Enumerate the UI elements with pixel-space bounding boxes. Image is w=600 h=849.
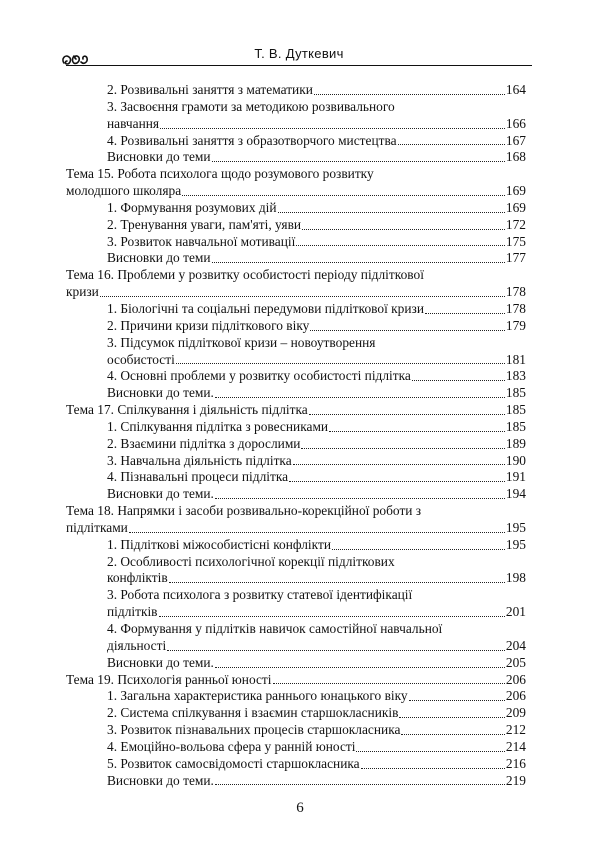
toc-page-number: 212	[505, 722, 526, 738]
dot-leader	[289, 481, 505, 482]
dot-leader	[159, 616, 505, 617]
toc-entry-line	[107, 200, 526, 217]
dot-leader	[212, 262, 505, 263]
toc-item	[107, 99, 526, 133]
toc-entry-text: 4. Розвивальні заняття з образотворчого мистецтва	[107, 132, 397, 148]
toc-page-number: 169	[505, 199, 526, 215]
toc-entry-text: особистості	[107, 351, 175, 367]
toc-entry-line	[107, 453, 526, 470]
toc-entry-line	[66, 402, 526, 419]
toc-entry-line	[107, 469, 526, 486]
dot-leader	[361, 768, 505, 769]
toc-page-number: 190	[505, 452, 526, 468]
toc-entry-line	[107, 385, 526, 402]
toc-item	[107, 301, 526, 318]
dot-leader	[215, 397, 505, 398]
toc-page-number: 216	[505, 755, 526, 771]
toc-entry-text: 4. Формування у підлітків навичок самостійної навчальної	[107, 621, 443, 636]
table-of-contents	[66, 82, 526, 789]
toc-page-number: 191	[505, 469, 526, 485]
toc-entry-line	[107, 301, 526, 318]
toc-entry-text: 2. Тренування уваги, пам'яті, уяви	[107, 216, 302, 232]
toc-page-number: 167	[505, 132, 526, 148]
toc-entry-text: кризи	[66, 284, 99, 300]
toc-page-number: 206	[505, 671, 526, 687]
toc-entry-text: 2. Особливості психологічної корекції підліткових	[107, 553, 395, 569]
dot-leader	[310, 330, 505, 331]
dot-leader	[182, 195, 505, 196]
dot-leader	[425, 313, 505, 314]
toc-page-number: 219	[505, 772, 526, 788]
toc-item	[107, 368, 526, 385]
toc-entry-text: 2. Система спілкування і взаємин старшокласників	[107, 705, 399, 721]
toc-entry-text: 4. Основні проблеми у розвитку особистості підлітка	[107, 368, 411, 384]
toc-item	[107, 587, 526, 621]
toc-item	[107, 655, 526, 672]
toc-entry-line	[107, 756, 526, 773]
toc-entry-line	[107, 570, 526, 587]
toc-page-number: 178	[505, 300, 526, 316]
toc-chapter	[66, 402, 526, 419]
toc-entry-line	[107, 149, 526, 166]
dot-leader	[409, 700, 505, 701]
toc-item	[107, 621, 526, 655]
dot-leader	[167, 650, 505, 651]
toc-page-number: 189	[505, 435, 526, 451]
toc-entry-text: Висновки до теми.	[107, 772, 214, 788]
dot-leader	[399, 717, 504, 718]
toc-entry-text: 1. Спілкування підлітка з ровесниками	[107, 418, 329, 434]
toc-entry-text: Тема 18. Напрямки і засоби розвивально-корекційної роботи з	[66, 503, 422, 519]
dot-leader	[332, 549, 505, 550]
toc-entry-line	[107, 655, 526, 672]
dot-leader	[356, 751, 504, 752]
toc-item	[107, 469, 526, 486]
header-rule	[66, 65, 532, 66]
dot-leader	[293, 464, 505, 465]
toc-entry-line	[66, 284, 526, 301]
toc-entry-text: підлітків	[107, 604, 158, 620]
toc-item	[107, 554, 526, 588]
dot-leader	[412, 380, 505, 381]
toc-entry-text: Тема 17. Спілкування і діяльність підлітка	[66, 402, 308, 418]
toc-entry-text: Тема 15. Робота психолога щодо розумового розвитку	[66, 166, 374, 182]
toc-entry-text: 1. Загальна характеристика раннього юнацького віку	[107, 688, 408, 704]
toc-entry-text: Тема 19. Психологія ранньої юності	[66, 671, 272, 687]
toc-entry-line	[107, 318, 526, 335]
toc-item	[107, 335, 526, 369]
toc-chapter	[66, 672, 526, 689]
toc-entry-text: 3. Розвиток пізнавальних процесів старшокласника	[107, 722, 401, 738]
dot-leader	[296, 245, 505, 246]
toc-item	[107, 419, 526, 436]
toc-entry-line	[66, 672, 526, 689]
toc-entry-line	[107, 486, 526, 503]
toc-page-number: 175	[505, 233, 526, 249]
dot-leader	[314, 94, 505, 95]
toc-entry-text: 1. Формування розумових дій	[107, 199, 277, 215]
toc-item	[107, 250, 526, 267]
toc-entry-line	[107, 250, 526, 267]
dot-leader	[169, 582, 505, 583]
toc-entry-text: конфліктів	[107, 570, 168, 586]
toc-entry-text: підлітками	[66, 519, 128, 535]
toc-item	[107, 453, 526, 470]
toc-item	[107, 756, 526, 773]
toc-item	[107, 705, 526, 722]
toc-entry-text: 2. Розвивальні заняття з математики	[107, 82, 313, 97]
toc-entry-line	[107, 419, 526, 436]
toc-page-number: 185	[505, 385, 526, 401]
toc-entry-line	[107, 722, 526, 739]
toc-page-number: 209	[505, 705, 526, 721]
toc-page-number: 185	[505, 402, 526, 418]
toc-page-number: 185	[505, 418, 526, 434]
toc-entry-line	[107, 217, 526, 234]
dot-leader	[278, 212, 505, 213]
toc-entry-line	[107, 638, 526, 655]
dot-leader	[215, 667, 505, 668]
toc-entry-line	[107, 234, 526, 251]
toc-page-number: 183	[505, 368, 526, 384]
dot-leader	[309, 414, 505, 415]
toc-item	[107, 722, 526, 739]
toc-entry-line	[107, 773, 526, 790]
dot-leader	[160, 128, 505, 129]
dot-leader	[129, 532, 505, 533]
toc-item	[107, 537, 526, 554]
toc-page-number: 169	[505, 183, 526, 199]
dot-leader	[212, 161, 505, 162]
dot-leader	[176, 363, 505, 364]
toc-entry-line	[66, 183, 526, 200]
toc-entry-text: 3. Робота психолога з розвитку статевої ідентифікації	[107, 587, 413, 603]
toc-page-number: 181	[505, 351, 526, 367]
toc-item	[107, 739, 526, 756]
toc-entry-text: Тема 16. Проблеми у розвитку особистості періоду підліткової	[66, 267, 424, 283]
toc-item	[107, 200, 526, 217]
toc-entry-text: Висновки до теми.	[107, 654, 214, 670]
toc-entry-text: молодшого школяра	[66, 183, 182, 199]
toc-chapter	[66, 503, 526, 537]
dot-leader	[301, 448, 504, 449]
toc-entry-line	[66, 520, 526, 537]
toc-item	[107, 436, 526, 453]
toc-item	[107, 133, 526, 150]
toc-entry-line	[107, 436, 526, 453]
toc-page-number: 198	[505, 570, 526, 586]
toc-entry-line	[107, 688, 526, 705]
dot-leader	[215, 784, 505, 785]
toc-entry-text: 3. Засвоєння грамоти за методикою розвивального	[107, 98, 395, 114]
toc-page-number: 201	[505, 604, 526, 620]
toc-page-number: 177	[505, 250, 526, 266]
author-name: Т. В. Дуткевич	[254, 46, 344, 61]
dot-leader	[273, 683, 505, 684]
toc-entry-text: навчання	[107, 115, 160, 131]
toc-entry-text: 4. Емоційно-вольова сфера у ранній юності	[107, 738, 356, 754]
toc-page-number: 206	[505, 688, 526, 704]
dot-leader	[100, 296, 505, 297]
toc-page-number: 194	[505, 486, 526, 502]
toc-entry-text: 4. Пізнавальні процеси підлітка	[107, 469, 289, 485]
toc-entry-line	[107, 352, 526, 369]
toc-entry-text: 2. Причини кризи підліткового віку	[107, 317, 310, 333]
toc-item	[107, 217, 526, 234]
toc-item	[107, 486, 526, 503]
toc-page-number: 166	[505, 115, 526, 131]
toc-item	[107, 82, 526, 99]
toc-item	[107, 149, 526, 166]
toc-item	[107, 385, 526, 402]
toc-entry-line	[107, 133, 526, 150]
toc-chapter	[66, 267, 526, 301]
toc-entry-line	[107, 368, 526, 385]
toc-entry-line	[107, 537, 526, 554]
dot-leader	[401, 734, 504, 735]
toc-entry-line	[107, 82, 526, 99]
toc-entry-text: 3. Навчальна діяльність підлітка	[107, 452, 292, 468]
toc-item	[107, 234, 526, 251]
toc-page-number: 214	[505, 738, 526, 754]
toc-item	[107, 318, 526, 335]
toc-entry-line	[107, 705, 526, 722]
toc-entry-text: Висновки до теми	[107, 250, 211, 266]
toc-entry-line	[107, 604, 526, 621]
toc-page-number: 195	[505, 519, 526, 535]
toc-item	[107, 688, 526, 705]
toc-entry-line	[107, 739, 526, 756]
dot-leader	[398, 144, 505, 145]
toc-entry-text: 1. Підліткові міжособистісні конфлікти	[107, 536, 331, 552]
toc-entry-text: Висновки до теми.	[107, 385, 214, 401]
toc-page-number: 172	[505, 216, 526, 232]
toc-entry-text: Висновки до теми.	[107, 486, 214, 502]
toc-page-number: 179	[505, 317, 526, 333]
toc-page-number: 195	[505, 536, 526, 552]
toc-entry-text: 3. Підсумок підліткової кризи – новоутворення	[107, 334, 376, 350]
toc-entry-text: Висновки до теми	[107, 149, 211, 165]
toc-item	[107, 773, 526, 790]
toc-page-number: 205	[505, 654, 526, 670]
toc-entry-text: діяльності	[107, 637, 167, 653]
dot-leader	[329, 431, 505, 432]
toc-page-number: 204	[505, 637, 526, 653]
running-header	[66, 44, 532, 66]
toc-chapter	[66, 166, 526, 200]
toc-page-number: 168	[505, 149, 526, 165]
page-number: 6	[296, 800, 304, 816]
toc-page-number: 164	[505, 82, 526, 97]
dot-leader	[215, 498, 505, 499]
dot-leader	[302, 229, 505, 230]
toc-entry-text: 3. Розвиток навчальної мотивації	[107, 233, 296, 249]
toc-entry-text: 5. Розвиток самосвідомості старшокласника	[107, 755, 360, 771]
toc-entry-text: 2. Взаємини підлітка з дорослими	[107, 435, 301, 451]
toc-entry-line	[107, 116, 526, 133]
toc-page-number: 178	[505, 284, 526, 300]
toc-entry-text: 1. Біологічні та соціальні передумови підліткової кризи	[107, 300, 424, 316]
